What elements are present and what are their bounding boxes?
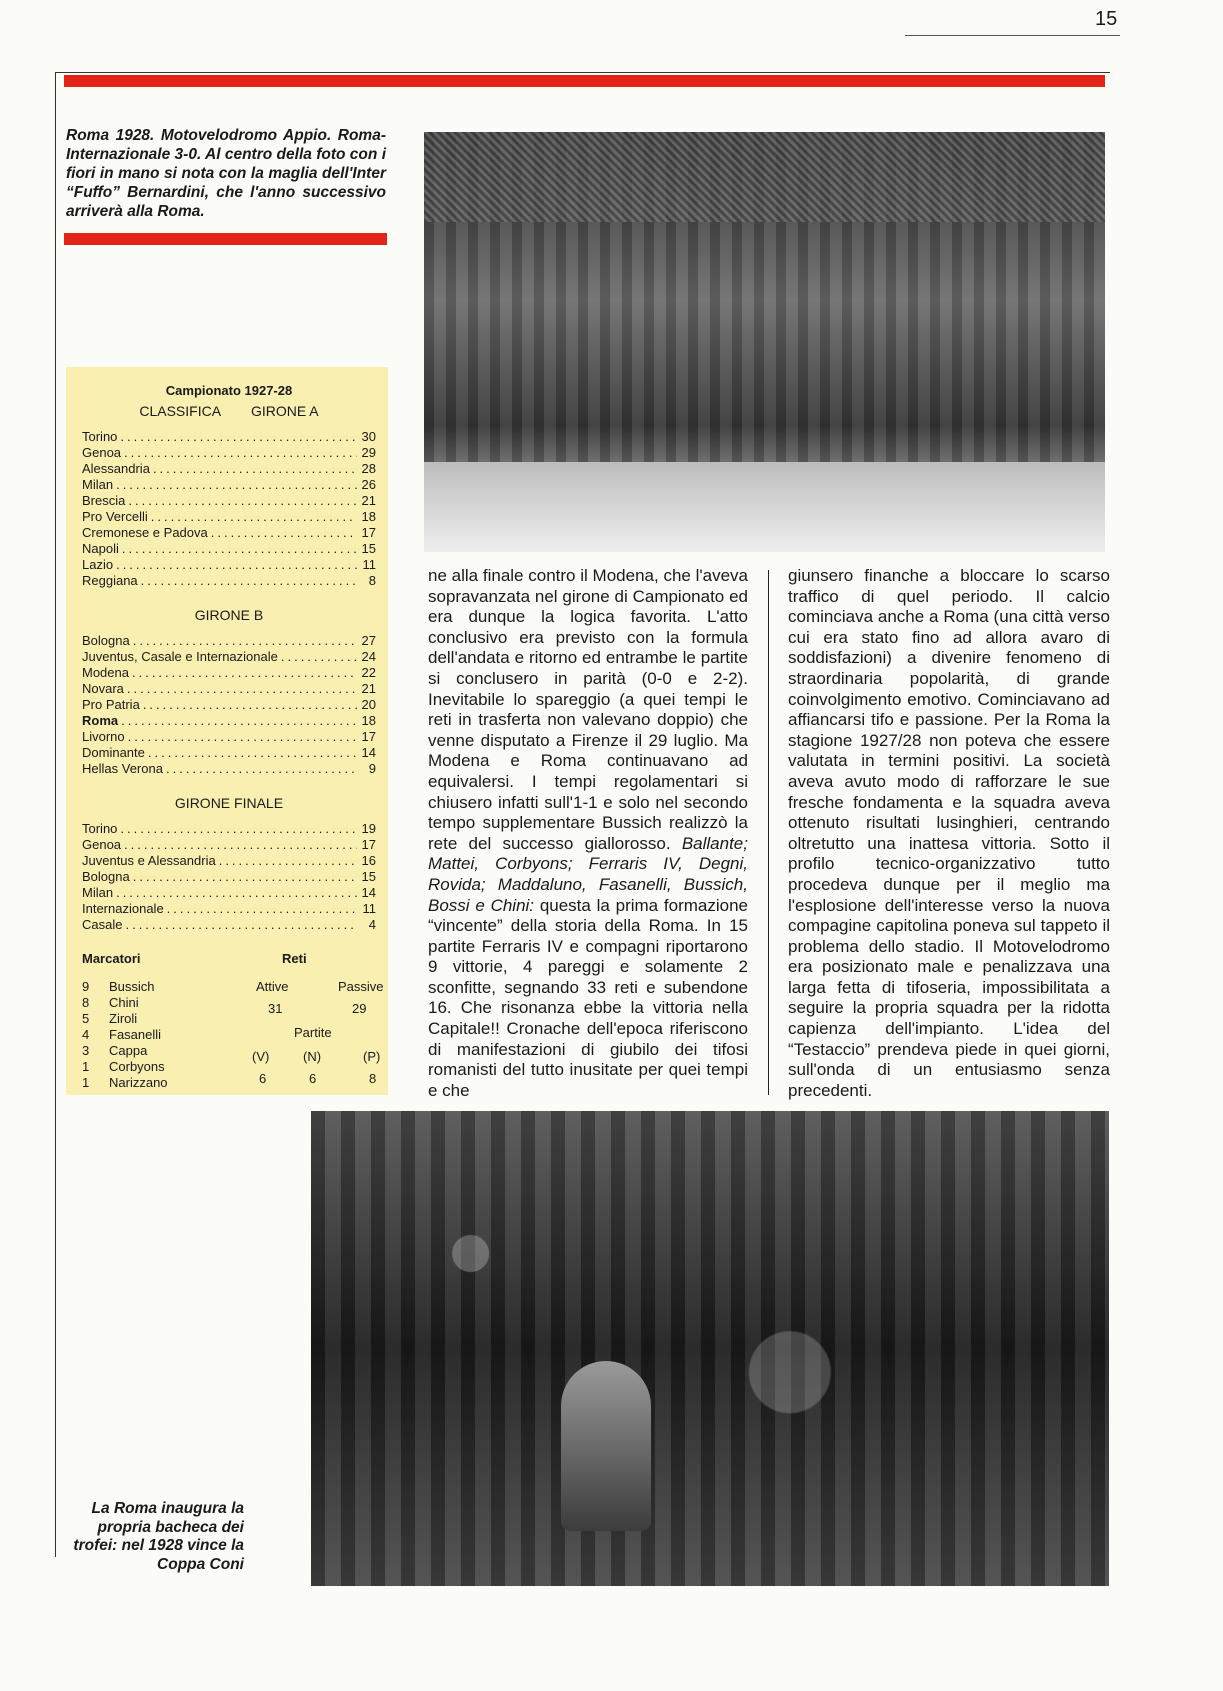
team-name: Brescia <box>82 493 126 508</box>
scorer-row <box>82 1043 242 1059</box>
marcatori-label: Marcatori <box>82 951 141 966</box>
girone-b-row <box>82 633 376 649</box>
girone-b-row <box>82 729 376 745</box>
girone-a-row <box>82 525 376 541</box>
team-name: Bologna <box>82 633 130 648</box>
team-name: Milan <box>82 885 114 900</box>
girone-b-row <box>82 745 376 761</box>
girone-a-row <box>82 461 376 477</box>
leader-dots <box>153 461 357 477</box>
reti-label: Reti <box>282 951 307 966</box>
scorers-list <box>82 979 242 1091</box>
leader-dots <box>143 697 357 713</box>
pareggi-label: (N) <box>303 1049 322 1064</box>
team-name: Novara <box>82 681 124 696</box>
team-photo-coppa-coni <box>311 1111 1109 1586</box>
girone-a-row <box>82 429 376 445</box>
team-points: 16 <box>361 853 376 868</box>
team-points: 30 <box>361 429 376 444</box>
team-name: Hellas Verona <box>82 761 163 776</box>
standings-title: Campionato 1927-28 <box>165 383 293 398</box>
page-number-rule <box>905 35 1120 36</box>
girone-finale-row <box>82 901 376 917</box>
scorers-header <box>82 951 376 967</box>
team-points: 11 <box>362 557 376 572</box>
team-points: 9 <box>368 761 376 776</box>
scorer-goals: 1 <box>82 1059 90 1074</box>
page-number: 15 <box>1095 8 1118 30</box>
leader-dots <box>166 761 357 777</box>
attive-value: 31 <box>268 1001 283 1016</box>
girone-finale-row <box>82 885 376 901</box>
leader-dots <box>116 885 357 901</box>
scorer-row <box>82 979 242 995</box>
girone-finale-row <box>82 821 376 837</box>
standings-box <box>66 367 388 1095</box>
scorer-name: Ziroli <box>109 1011 138 1026</box>
scorer-name: Narizzano <box>109 1075 168 1090</box>
sconfitte-value: 8 <box>369 1071 377 1086</box>
leader-dots <box>148 745 357 761</box>
team-name: Milan <box>82 477 114 492</box>
leader-dots <box>116 477 357 493</box>
girone-a-row <box>82 509 376 525</box>
leader-dots <box>116 557 357 573</box>
team-points: 26 <box>361 477 376 492</box>
photo-caption-bottom: La Roma inaugura la propria bacheca dei trofei: nel 1928 vince la Coppa Coni <box>73 1500 244 1573</box>
team-photo-1928-roma-inter <box>424 132 1105 552</box>
team-name: Cremonese e Padova <box>82 525 208 540</box>
leader-dots <box>125 917 357 933</box>
scorer-row <box>82 1059 242 1075</box>
girone-finale-row <box>82 869 376 885</box>
team-name: Alessandria <box>82 461 150 476</box>
leader-dots <box>121 713 357 729</box>
leader-dots <box>124 837 357 853</box>
leader-dots <box>124 445 357 461</box>
classifica-label: CLASSIFICA <box>139 403 222 419</box>
girone-b-heading: GIRONE B <box>194 607 264 623</box>
team-name: Genoa <box>82 445 122 460</box>
team-points: 17 <box>361 525 376 540</box>
team-points: 28 <box>361 461 376 476</box>
article-lineup: Ballante; Mattei, Corbyons; Ferraris IV, Degni, Rovida; Maddaluno, Fasanelli, Bussich, Bossi e Chini: <box>428 833 748 915</box>
girone-b-row <box>82 665 376 681</box>
team-points: 15 <box>361 541 376 556</box>
passive-label: Passive <box>338 979 384 994</box>
team-points: 8 <box>368 573 376 588</box>
team-name: Dominante <box>82 745 145 760</box>
team-points: 21 <box>361 681 376 696</box>
leader-dots <box>219 853 357 869</box>
leader-dots <box>133 869 357 885</box>
scorer-row <box>82 1075 242 1091</box>
team-points: 11 <box>362 901 376 916</box>
team-points: 27 <box>361 633 376 648</box>
team-name: Torino <box>82 821 118 836</box>
photo-field <box>424 462 1105 552</box>
leader-dots <box>133 633 357 649</box>
scorer-name: Fasanelli <box>109 1027 162 1042</box>
team-points: 17 <box>361 837 376 852</box>
girone-b-row <box>82 681 376 697</box>
vittorie-value: 6 <box>259 1071 267 1086</box>
article-text-1b: questa la prima formazione “vincente” della storia della Roma. In 15 partite Ferraris IV e compagni riportarono 9 vittorie, 4 pareggi e solamente 2 sconfitte, segnando 33 reti e subendone 16. Che risonanza ebbe la vittoria nella Capitale!! Cronache dell'epoca riferiscono di manifestazioni di giubilo dei tifosi romanisti del tutto inusitate per quei tempi e che <box>428 895 748 1100</box>
leader-dots <box>151 509 357 525</box>
leader-dots <box>141 573 357 589</box>
scorer-name: Bussich <box>109 979 155 994</box>
girone-finale-row <box>82 837 376 853</box>
column-divider <box>768 570 769 1095</box>
scorer-row <box>82 1011 242 1027</box>
scorer-goals: 5 <box>82 1011 90 1026</box>
scorer-goals: 8 <box>82 995 90 1010</box>
team-name: Roma <box>82 713 119 728</box>
team-points: 24 <box>361 649 376 664</box>
passive-value: 29 <box>352 1001 367 1016</box>
girone-a-row <box>82 557 376 573</box>
team-stats <box>242 979 384 1091</box>
scorer-name: Chini <box>109 995 139 1010</box>
red-accent-bar-caption <box>64 233 387 245</box>
team-name: Genoa <box>82 837 122 852</box>
team-points: 20 <box>361 697 376 712</box>
team-name: Livorno <box>82 729 125 744</box>
girone-b-row <box>82 697 376 713</box>
article-text-1a: ne alla finale contro il Modena, che l'aveva sopravanzata nel girone di Campionato ed era dunque la logica favorita. L'atto conclusivo era previsto con la formula dell'andata e ritorno ed entrambe le partite si conclusero in parità (0-0 e 2-2). Inevitabile lo spareggio (a quei tempi le reti in trasferta non valevano doppio) che venne disputato a Firenze il 29 luglio. Ma Modena e Roma continuavano ad equivalersi. I tempi regolamentari si chiusero infatti sull'1-1 e solo nel secondo tempo supplementare Bussich realizzò la rete del successo giallorosso. <box>428 566 748 853</box>
girone-b-table <box>82 633 376 777</box>
team-name: Pro Patria <box>82 697 140 712</box>
leader-dots <box>281 649 357 665</box>
leader-dots <box>211 525 357 541</box>
girone-finale-table <box>82 821 376 933</box>
team-name: Lazio <box>82 557 114 572</box>
leader-dots <box>120 429 357 445</box>
girone-b-row <box>82 713 376 729</box>
scorer-goals: 9 <box>82 979 90 994</box>
scorer-goals: 4 <box>82 1027 90 1042</box>
attive-label: Attive <box>256 979 289 994</box>
team-points: 14 <box>361 885 376 900</box>
scorer-name: Corbyons <box>109 1059 165 1074</box>
team-name: Casale <box>82 917 123 932</box>
girone-a-row <box>82 477 376 493</box>
girone-finale-row <box>82 853 376 869</box>
team-points: 4 <box>368 917 376 932</box>
team-points: 21 <box>361 493 376 508</box>
leader-dots <box>132 665 357 681</box>
photo-crowd <box>424 132 1105 222</box>
girone-a-row <box>82 573 376 589</box>
girone-finale-row <box>82 917 376 933</box>
team-points: 18 <box>361 713 376 728</box>
girone-a-row <box>82 541 376 557</box>
team-points: 15 <box>361 869 376 884</box>
article-column-1 <box>428 566 748 1101</box>
girone-a-heading <box>82 403 376 419</box>
team-name: Juventus, Casale e Internazionale <box>82 649 278 664</box>
team-points: 22 <box>361 665 376 680</box>
partite-label: Partite <box>294 1025 332 1040</box>
leader-dots <box>128 493 357 509</box>
pareggi-value: 6 <box>309 1071 317 1086</box>
team-points: 17 <box>361 729 376 744</box>
team-name: Reggiana <box>82 573 138 588</box>
team-name: Torino <box>82 429 118 444</box>
team-name: Pro Vercelli <box>82 509 148 524</box>
team-name: Napoli <box>82 541 119 556</box>
scorer-goals: 1 <box>82 1075 90 1090</box>
sconfitte-label: (P) <box>363 1049 381 1064</box>
team-points: 19 <box>361 821 376 836</box>
team-name: Juventus e Alessandria <box>82 853 216 868</box>
scorer-row <box>82 1027 242 1043</box>
leader-dots <box>120 821 357 837</box>
leader-dots <box>127 681 357 697</box>
leader-dots <box>128 729 357 745</box>
scorer-goals: 3 <box>82 1043 90 1058</box>
scorer-name: Cappa <box>109 1043 148 1058</box>
girone-a-table <box>82 429 376 589</box>
team-points: 29 <box>361 445 376 460</box>
frame-line-top <box>55 72 1110 73</box>
girone-finale-heading: GIRONE FINALE <box>174 795 284 811</box>
red-accent-bar-top <box>64 75 1105 87</box>
team-name: Modena <box>82 665 129 680</box>
girone-a-row <box>82 445 376 461</box>
article-column-2: giunsero finanche a bloccare lo scarso traffico di quel periodo. Il calcio cominciava anche a Roma (una città verso cui era stato fino ad allora avaro di soddisfazioni) a divenire fenomeno di straordinaria popolarità, di grande coinvolgimento emotivo. Cominciavano ad affiancarsi tifo e passione. Per la Roma la stagione 1927/28 non poteva che essere valutata in termini positivi. La società aveva avuto modo di rafforzare le sue fresche fondamenta e la squadra aveva ottenuto risultati lusinghieri, centrando oltretutto una inattesa vittoria. Sotto il profilo tecnico-organizzativo tutto procedeva dunque per il meglio ma l'esplosione dell'interesse verso la nuova compagine capitolina poneva sul tappeto il problema dello stadio. Il Motovelodromo era posizionato male e penalizzava una larga fetta di tifoseria, impossibilitata a seguire la propria squadra per la ridotta capienza dell'impianto. L'idea del “Testaccio” prendeva piede in quei giorni, sull'onda di un entusiasmo senza precedenti. <box>788 566 1110 1100</box>
girone-b-row <box>82 761 376 777</box>
scorer-row <box>82 995 242 1011</box>
team-name: Bologna <box>82 869 130 884</box>
leader-dots <box>167 901 357 917</box>
leader-dots <box>122 541 357 557</box>
girone-b-row <box>82 649 376 665</box>
trophy-shape <box>561 1361 651 1531</box>
frame-line-left <box>55 72 56 1557</box>
scorers-section <box>82 979 384 1091</box>
team-points: 18 <box>361 509 376 524</box>
team-points: 14 <box>361 745 376 760</box>
team-name: Internazionale <box>82 901 164 916</box>
girone-a-row <box>82 493 376 509</box>
girone-a-label: GIRONE A <box>250 403 319 419</box>
vittorie-label: (V) <box>252 1049 270 1064</box>
photo-caption-top: Roma 1928. Motovelodromo Appio. Roma-Internazionale 3-0. Al centro della foto con i fiori in mano si nota con la maglia dell'Inter “Fuffo” Bernardini, che l'anno successivo arriverà alla Roma. <box>66 127 386 220</box>
